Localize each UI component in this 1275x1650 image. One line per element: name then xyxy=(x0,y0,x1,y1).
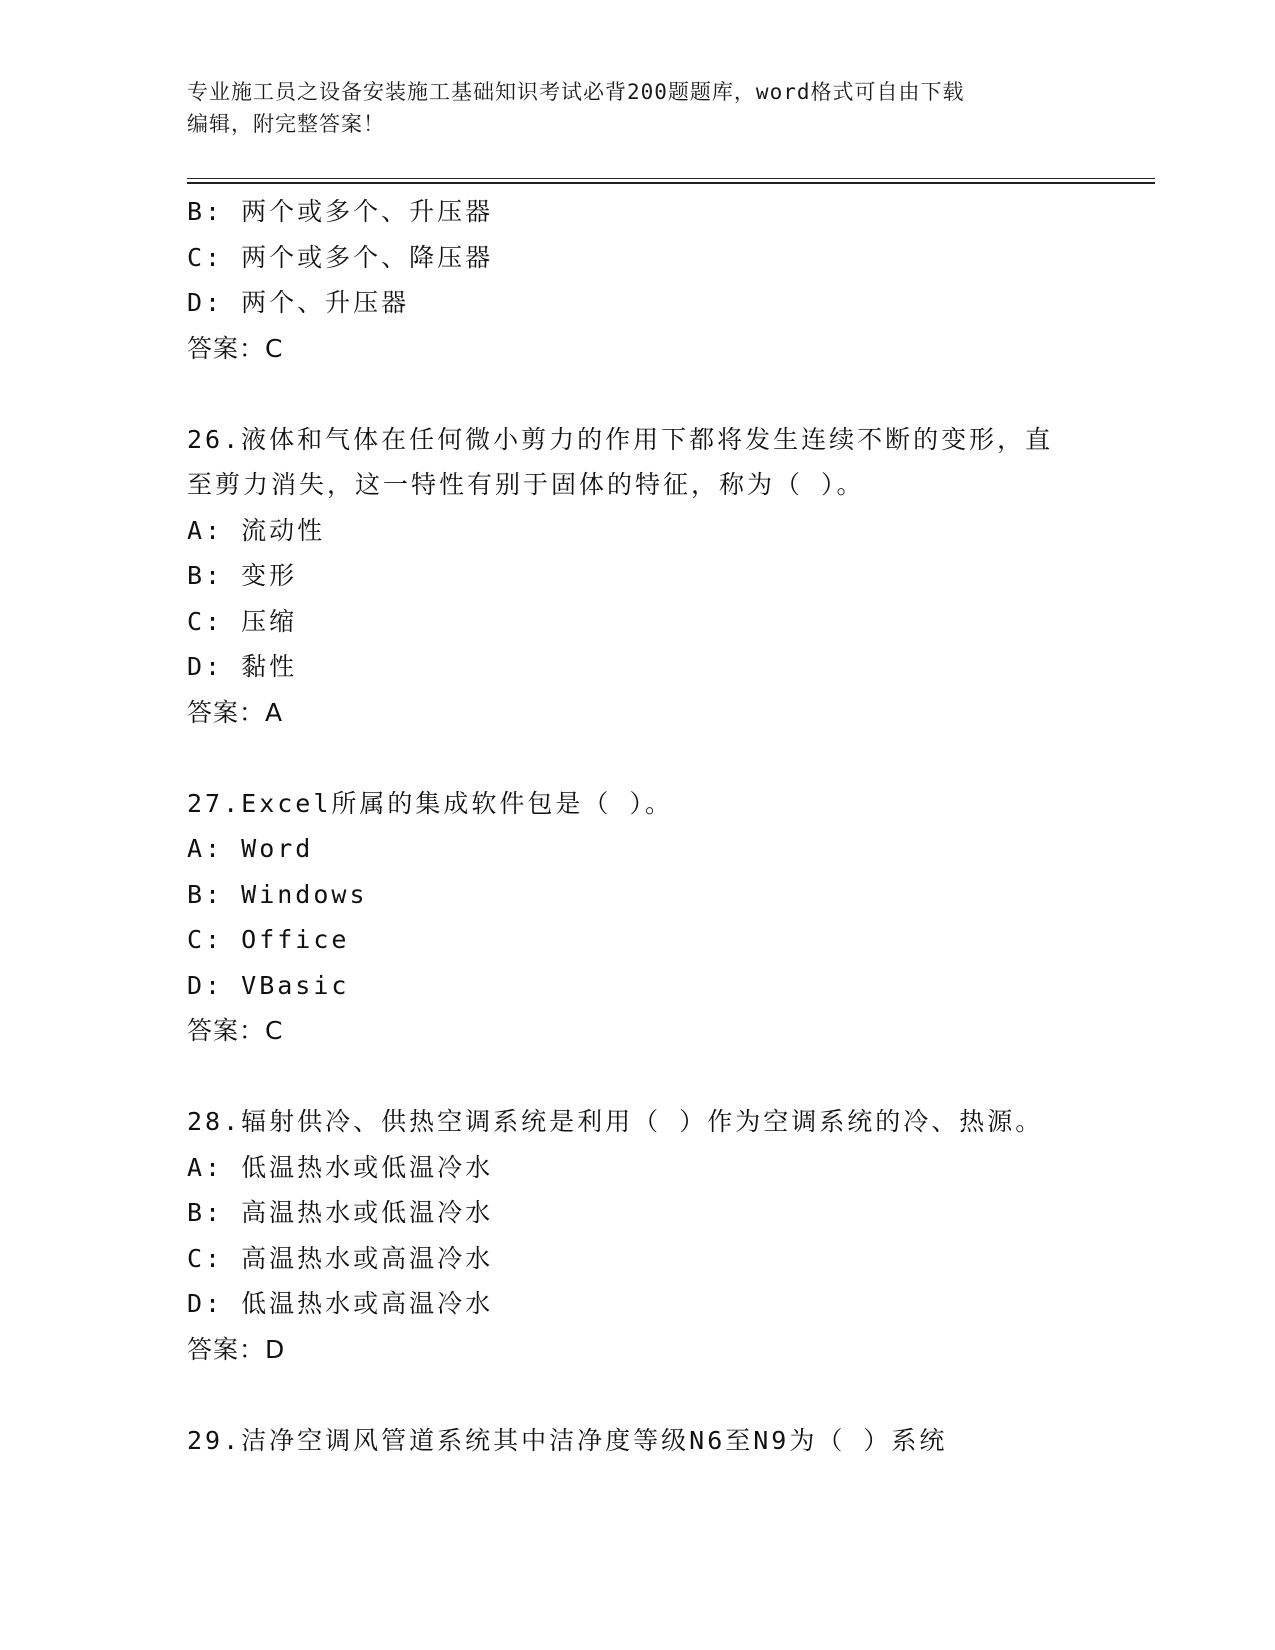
question-stem: 至剪力消失，这一特性有别于固体的特征，称为（ ）。 xyxy=(187,470,865,499)
question-stem: 28.辐射供冷、供热空调系统是利用（ ）作为空调系统的冷、热源。 xyxy=(187,1107,1044,1136)
option-b: B: 高温热水或低温冷水 xyxy=(187,1198,494,1227)
question-stem: 27.Excel所属的集成软件包是（ ）。 xyxy=(187,788,673,818)
option-c: C: 两个或多个、降压器 xyxy=(187,242,494,272)
question-stem: 29.洁净空调风管道系统其中洁净度等级N6至N9为（ ）系统 xyxy=(187,1425,948,1455)
question-list xyxy=(187,189,1107,1463)
question-28 xyxy=(187,1099,1107,1372)
answer-line: 答案：C xyxy=(187,1016,284,1045)
answer-line: 答案：A xyxy=(187,697,284,727)
option-d: D: 低温热水或高温冷水 xyxy=(187,1289,494,1318)
option-b: B: 两个或多个、升压器 xyxy=(187,197,494,226)
option-d: D: VBasic xyxy=(187,970,350,1000)
answer-line: 答案：C xyxy=(187,333,284,363)
question-29 xyxy=(187,1418,1107,1464)
option-a: A: 低温热水或低温冷水 xyxy=(187,1152,494,1182)
option-d: D: 黏性 xyxy=(187,652,298,681)
question-26 xyxy=(187,417,1107,736)
option-c: C: 高温热水或高温冷水 xyxy=(187,1243,494,1273)
document-header xyxy=(187,76,1087,140)
question-27 xyxy=(187,781,1107,1054)
header-divider-thick xyxy=(187,182,1155,184)
option-b: B: Windows xyxy=(187,879,368,909)
header-divider-thin xyxy=(187,178,1155,179)
question-stem: 26.液体和气体在任何微小剪力的作用下都将发生连续不断的变形，直 xyxy=(187,424,1054,454)
option-a: A: 流动性 xyxy=(187,515,326,545)
option-c: C: 压缩 xyxy=(187,606,298,636)
option-d: D: 两个、升压器 xyxy=(187,288,410,317)
question-25-continued xyxy=(187,189,1107,371)
header-title-line1: 专业施工员之设备安装施工基础知识考试必背200题题库，word格式可自由下载 xyxy=(187,80,965,104)
header-title-line2: 编辑，附完整答案！ xyxy=(187,112,385,136)
option-a: A: Word xyxy=(187,834,314,863)
option-b: B: 变形 xyxy=(187,561,298,590)
answer-line: 答案：D xyxy=(187,1334,286,1364)
option-c: C: Office xyxy=(187,925,350,954)
